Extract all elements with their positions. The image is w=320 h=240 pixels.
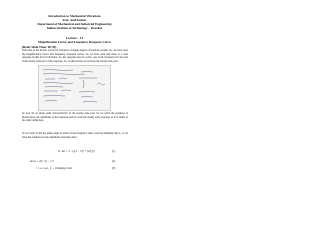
professor-name: Prof. Anil Kumar <box>62 18 87 23</box>
handwritten-slide-figure <box>38 65 111 111</box>
course-title: Introduction to Mechanical Vibrations <box>48 14 101 18</box>
institute-name: Indian Institute of Technology – Roorkee <box>46 26 103 31</box>
paragraph-steady-state: So now let us study some characteristics of the steady state part. So we write the equation of motion here, the amplitude of the response and we write the steady state response as X in terms of the static deflection. <box>22 112 128 123</box>
document-header <box>0 14 149 30</box>
equation-number: (3) <box>112 167 116 170</box>
handwritten-notes-drawing <box>39 66 110 110</box>
lecture-title: Magnification Factor and Frequency Response Curve <box>38 40 111 45</box>
paragraph-amplitude-phase: So we write X and the phase angle in terms of the frequency ratio r and the damping ratio ζ, so we have the relations for the amplitude and phase here. <box>22 132 128 139</box>
document-page <box>0 0 149 198</box>
paragraph-intro: Welcome to the lecture on forced vibration of single degree of freedom system. So, we have seen the magnification factor and frequency response curves. So we have seen that there is a total response in this forced vibration. So, the response has two parts, one is the transient part and one is the steady state part of the response. So, in this lecture we will see the steady state part. <box>22 49 128 63</box>
lecture-number: Lecture – 14 <box>66 36 83 40</box>
phase-equation: tan φ = 2ζr / (1 − r²) <box>30 160 54 163</box>
department-name: Department of Mechanical and Industrial Engineering <box>37 22 112 27</box>
slide-time-reference: (Refer Slide Time: 00:30) <box>22 45 57 49</box>
amplitude-equation: X / δst = 1 / √[(1 − r²)² + (2ζr)²] <box>58 150 95 153</box>
lecture-heading <box>0 36 149 44</box>
equation-number: (1) <box>112 150 116 153</box>
equation-number: (2) <box>112 160 116 163</box>
frequency-ratio-equation: r = ω / ωn , ζ → Damping ratio <box>36 167 72 170</box>
